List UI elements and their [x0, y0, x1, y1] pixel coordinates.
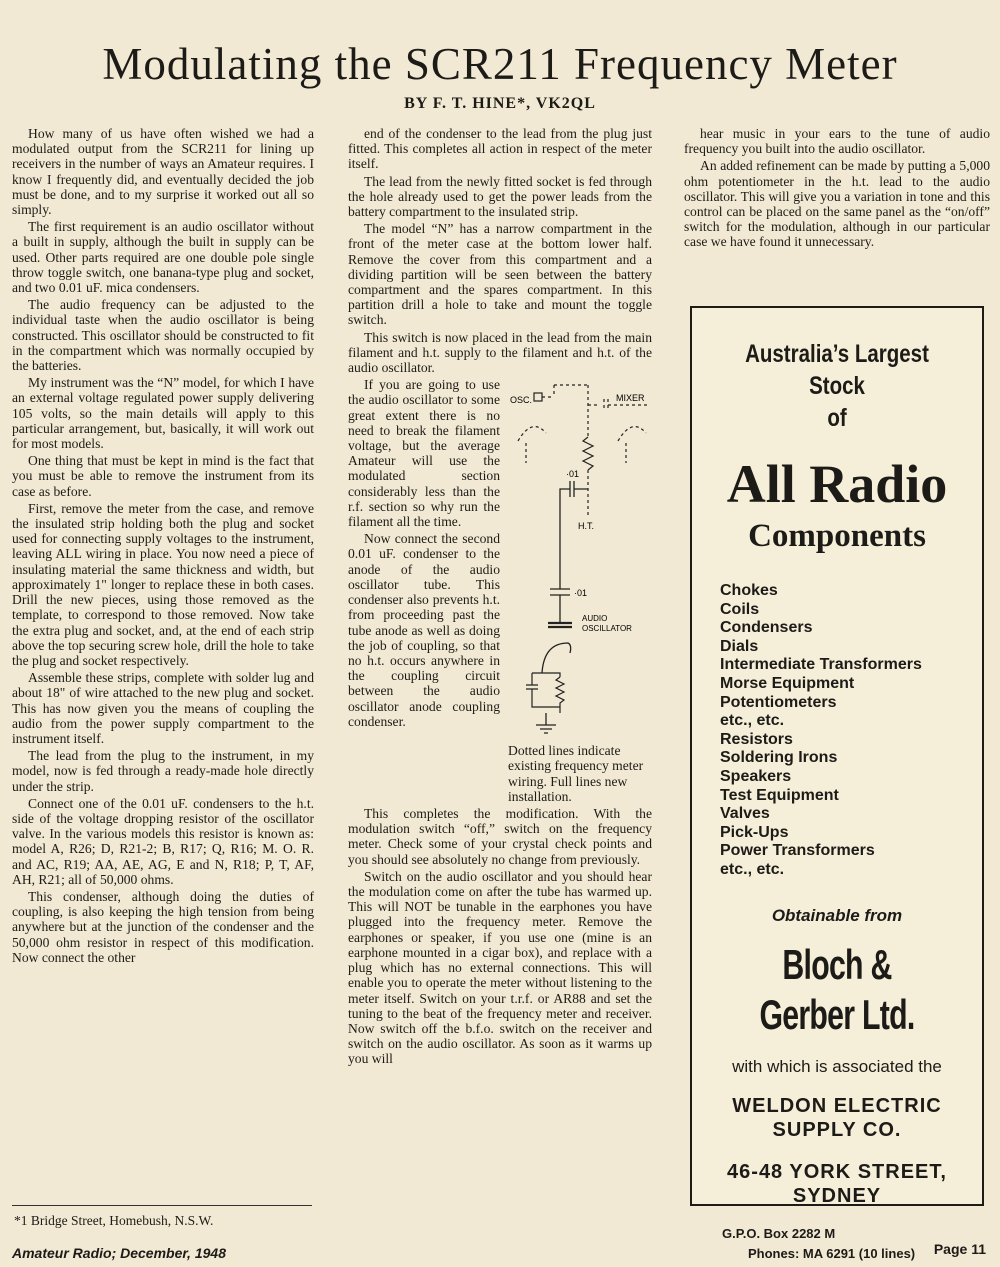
list-item: etc., etc.	[720, 860, 785, 878]
paragraph: This completes the modification. With the modulation switch “off,” switch on the frequency meter. Check some of your crystal check points and you should see absolutely no change from previously.	[348, 806, 652, 867]
ad-address-line1: 46-48 YORK STREET,	[727, 1160, 947, 1183]
list-item: Resistors	[720, 730, 793, 748]
footnote: *1 Bridge Street, Homebush, N.S.W.	[14, 1213, 214, 1228]
paragraph: The first requirement is an audio oscillator without a built in supply, although the built in supply can be used. Other parts required are one double pole single throw toggle switch, one banana-type plug and socket, and two 0.01 uF. mica condensers.	[12, 219, 314, 296]
osc-terminal	[534, 393, 542, 401]
paragraph: The audio frequency can be adjusted to the individual taste when the audio oscillator is being constructed. This oscillator should be constructed to fit in the compartment which was normally occupied by the batteries.	[12, 297, 314, 374]
cap2-label: ·01	[574, 588, 588, 599]
paragraph: Switch on the audio oscillator and you should hear the modulation come on after the tube has warmed up. This will NOT be tunable in the earphones you have plugged into the frequency meter. Remove the earphones or speaker, if you use one (mine is an earphone mounted in a cigar box), and replace with a plug which has no external connections. This will enable you to operate the meter without listening to the meter itself. Switch on your t.r.f. or AR88 and set the tuning to the beat of the frequency meter and receiver. Now switch off the b.f.o. switch on the receiver and switch on the audio oscillator. As soon as it warms up you will	[348, 868, 652, 1067]
narrow-text	[348, 377, 500, 806]
column-1	[12, 126, 314, 967]
paragraph: First, remove the meter from the case, and remove the insulated strip holding both the plug and socket used for connecting supply voltages to the instrument, leaving ALL wiring in place. You now need a piece of insulating material the same thickness and width, but approximately 1" longer to replace these in both cases. Drill the new pieces, using those removed as the template, to correspond to those removed. Now take the extra plug and socket, and, at the end of each strip above the top securing screw hole, drill the hole to take the plug and socket respectively.	[12, 500, 314, 668]
list-item: Coils	[720, 600, 760, 618]
osc-label: OSC.	[510, 395, 533, 406]
ad-headline-line2: of	[827, 404, 847, 432]
list-item: Soldering Irons	[720, 749, 838, 767]
paragraph: The lead from the newly fitted socket is fed through the hole already used to get the power leads from the battery compartment to the insulated strip.	[348, 173, 652, 220]
paragraph: How many of us have often wished we had a modulated output from the SCR211 for lining up receivers in the number of ways an Amateur requires. I know I frequently did, and eventually decided the job must be done, and to my surprise it worked out all so simply.	[12, 126, 314, 218]
existing-wiring	[542, 385, 588, 437]
coupling-capacitor-1	[560, 481, 588, 589]
circuit-figure	[508, 377, 652, 806]
paragraph: Assemble these strips, complete with solder lug and about 18" of wire attached to the new plug and socket. This has now given you the means of coupling the audio from the power supply compartment to the instrument itself.	[12, 670, 314, 746]
ad-address	[692, 1160, 982, 1208]
list-item: Potentiometers	[720, 693, 837, 711]
article-title: Modulating the SCR211 Frequency Meter	[102, 39, 898, 89]
ad-components: Components	[748, 518, 926, 554]
text-with-figure	[348, 377, 652, 806]
list-item: Condensers	[720, 619, 813, 637]
bypass-capacitor	[526, 673, 560, 707]
mixer-label: MIXER	[616, 393, 645, 404]
audio-oscillator-terminal	[548, 623, 572, 627]
earth-symbol	[536, 713, 556, 733]
paragraph: My instrument was the “N” model, for which I have an external voltage regulated power supply delivering 105 volts, so the main details will apply to this particular arrangement, but, basically, it will work out for most models.	[12, 375, 314, 452]
column-2	[348, 126, 652, 1069]
ad-address-line2: SYDNEY	[792, 1184, 882, 1207]
ht-label: H.T.	[578, 521, 595, 532]
figure-caption: Dotted lines indicate existing frequency meter wiring. Full lines new installation.	[508, 743, 644, 804]
ad-gpo: G.P.O. Box 2282 M	[722, 1225, 836, 1241]
ad-product-list	[720, 582, 982, 880]
paragraph: This condenser, although doing the duties of coupling, is also keeping the high tension from being anywhere but at the junction of the condenser and the 50,000 ohm resistor in respect of this modification. Now connect the other	[12, 888, 314, 965]
paragraph: hear music in your ears to the tune of audio frequency you built into the audio oscillator.	[684, 126, 990, 157]
paragraph: One thing that must be kept in mind is the fact that you must be able to remove the instrument from its case as before.	[12, 453, 314, 499]
dropping-resistor	[583, 437, 593, 470]
audio-label: AUDIO	[582, 614, 608, 624]
ad-headline-line1: Australia’s Largest Stock	[745, 340, 929, 400]
page-number: Page 11	[933, 1241, 986, 1257]
list-item: Intermediate Transformers	[720, 656, 922, 674]
paragraph: This switch is now placed in the lead from the main filament and h.t. supply to the filament and h.t. of the audio oscillator.	[348, 329, 652, 376]
ad-associated: with which is associated the	[732, 1056, 942, 1076]
list-item: Power Transformers	[720, 842, 875, 860]
footer-publication: Amateur Radio; December, 1948	[12, 1245, 226, 1261]
ad-weldon: WELDON ELECTRIC SUPPLY CO.	[732, 1094, 942, 1141]
phone-lead	[542, 643, 571, 673]
column-3	[684, 126, 990, 252]
ad-all-radio: All Radio	[726, 454, 948, 514]
footnote-rule	[12, 1205, 312, 1206]
paragraph: end of the condenser to the lead from the plug just fitted. This completes all action in respect of the meter itself.	[348, 126, 652, 172]
list-item: Chokes	[720, 582, 778, 599]
paragraph: Connect one of the 0.01 uF. condensers to the h.t. side of the voltage dropping resistor of the oscillator valve. In the various models this resistor is known as: model A, R26; D, R21-2; B, R17; Q, R16; M. O. R. and AC, R19; AA, AE, AG, E and N, R18; P, T, AF, AH, R21; all of 50,000 ohms.	[12, 795, 314, 887]
coupling-capacitor-2	[550, 589, 570, 623]
list-item: Dials	[720, 637, 759, 655]
ad-phones: Phones: MA 6291 (10 lines)	[748, 1245, 916, 1261]
valve-outline-left	[518, 427, 546, 463]
paragraph: The model “N” has a narrow compartment in the front of the meter case at the bottom lower half. Remove the cover from this compartment and a dividing partition will be seen between the battery compartment and the spares compartment. In this partition drill a hole to take and mount the toggle switch.	[348, 221, 652, 328]
list-item: etc., etc.	[720, 712, 785, 730]
valve-outline-right	[618, 427, 646, 463]
paragraph: Now connect the second 0.01 uF. condenser to the anode of the audio oscillator tube. This condenser also prevents h.t. from proceeding past the tube anode as well as doing the job of coupling, so that no h.t. occurs anywhere in the coupling circuit between the audio oscillator anode coupling condenser.	[348, 531, 500, 729]
paragraph: An added refinement can be made by putting a 5,000 ohm potentiometer in the h.t. lead to the audio oscillator. This will give you a variation in tone and this control can be placed on the same panel as the “on/off” switch for the modulation, although in our particular case we have found it unnecessary.	[684, 158, 990, 250]
list-item: Pick-Ups	[720, 823, 789, 841]
oscillator-label: OSCILLATOR	[582, 624, 632, 634]
list-item: Test Equipment	[720, 786, 839, 804]
cap1-label: ·01	[566, 469, 580, 480]
list-item: Morse Equipment	[720, 674, 855, 692]
list-item: Valves	[720, 805, 770, 823]
paragraph: If you are going to use the audio oscillator to some great extent there is no need to break the filament voltage, but the average Amateur will use the modulated section considerably less than the r.f. section so why run the filament all the time.	[348, 377, 500, 530]
article-byline: BY F. T. HINE*, VK2QL	[404, 95, 596, 112]
ad-company-name: Bloch & Gerber Ltd.	[759, 940, 915, 1038]
paragraph: The lead from the plug to the instrument, in my model, now is fed through a ready-made hole directly under the strip.	[12, 748, 314, 794]
circuit-diagram	[508, 377, 652, 743]
ad-headline	[718, 338, 956, 434]
list-item: Speakers	[720, 767, 792, 785]
ad-obtainable: Obtainable from	[771, 905, 903, 925]
